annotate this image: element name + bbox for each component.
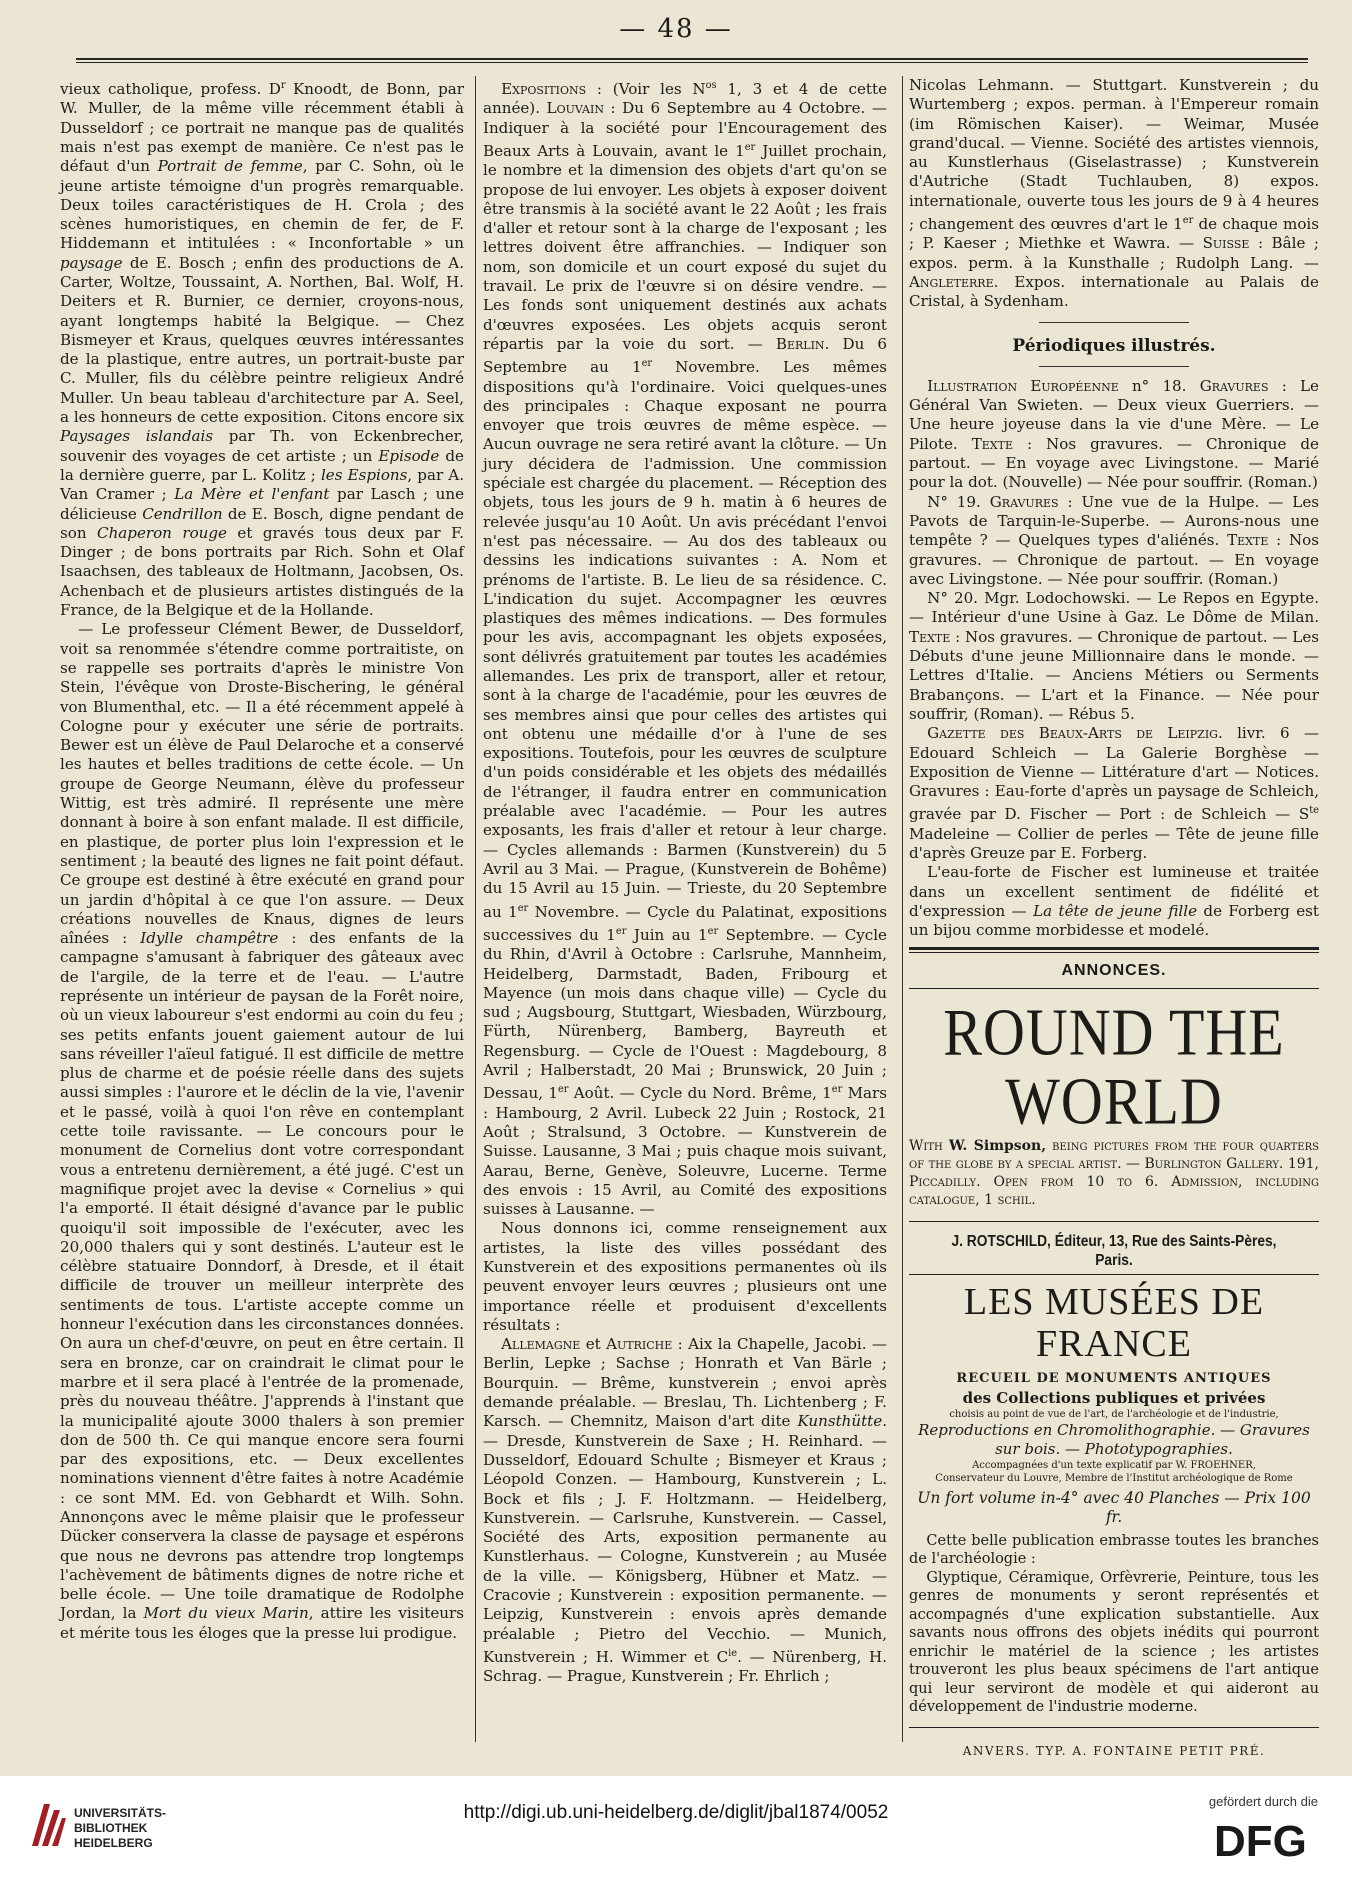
viewer-footer bbox=[0, 1776, 1352, 1880]
text-run: er bbox=[744, 141, 756, 153]
text-run: , par C. Sohn, où le jeune artiste témoigne d'un progrès remarquable. Deux toiles caractéristiques de H. Crola ; des scènes humoristiques, en chemin de fer, de F. Hiddemann et intitulées : « Inconfortable » un bbox=[60, 157, 464, 253]
top-rule-thin bbox=[76, 62, 1308, 63]
text-run: Mars : Hambourg, 2 Avril. Lubeck 22 Juin ; Rostock, 21 Août ; Stralsund, 3 Octobre. — Kunstverein de Suisse. Lausanne, 3 Mai ; puis chaque mois suivant, Aarau, Berne, Genève, Soleuvre, Lucerne. Terme des envois : 15 Avril, au Comité des expositions suisses à Lausanne. — bbox=[483, 1084, 887, 1219]
text-run: . — Dresde, Kunstverein de Saxe ; H. Reinhard. — Dusseldorf, Edouard Schulte ; Bismeyer et Kraus ; Léopold Conzen. — Hambourg, Kunstverein ; L. Bock et fils ; J. F. Holtzmann. — Heidelberg, Kunstverein. — Carlsruhe, Kunstverein. — Cassel, Société des Arts, exposition permanente au Kunstlerhaus. — Cologne, Kunstverein ; au Musée de la ville. — Königsberg, Hübner et Matz. — Cracovie ; Kunstverein : exposition permanente. — Leipzig, Kunstverein : envois après demande préalable ; Pietro del Vecchio. — Munich, Kunstverein ; H. Wimmer et C bbox=[483, 1412, 887, 1666]
text-run: er bbox=[615, 925, 627, 937]
section-rule bbox=[1039, 366, 1189, 367]
text-run: L'eau-forte de Fischer est lumineuse et traitée dans un excellent sentiment de fidélité et d'expression — bbox=[909, 863, 1319, 920]
text-run: Gravures bbox=[1199, 376, 1269, 395]
dfg-logo-icon bbox=[1212, 1816, 1322, 1865]
text-run: : Nos gravures. — Chronique de partout. — En voyage avec Livingstone. — Marié pour la dot. (Nouvelle) — Née pour souffrir. (Roman.) bbox=[909, 434, 1319, 492]
text-run: N° 19. bbox=[927, 492, 990, 511]
exhibition-list-continued bbox=[909, 76, 1319, 312]
text-run: Juin au 1 bbox=[626, 925, 708, 944]
section-rule bbox=[1039, 322, 1189, 323]
text-run: de Forberg est un bijou comme morbidesse et modelé. bbox=[909, 901, 1319, 940]
text-run: Kunsthütte bbox=[797, 1412, 883, 1431]
text-run: , par A. Van Cramer ; bbox=[60, 465, 464, 504]
ad-musees-desc-line: Glyptique, Céramique, Orfèvrerie, Peinture, tous les genres de monuments y seront représentés et accompagnés d'une explication substantielle. Aux savants nous offrons des objets inédits qui pourront enrichir le matériel de la science ; les artistes trouveront les plus beaux spécimens de l'art antique qui leur serviront de modèle et qui aideront au développement de l'industrie moderne. bbox=[909, 1569, 1319, 1716]
text-run: — Le professeur Clément Bewer, de Dusseldorf, voit sa renommée s'étendre comme portraitiste, on se rappelle ses portraits d'après le ministre Von Stein, l'évêque von Droste-Bischering, le général von Blumenthal, etc. — Il a été récemment appelé à Cologne pour y exécuter une série de portraits. Bewer est un élève de Paul Delaroche et a conservé les hautes et belles traditions de cette école. — Un groupe de George Neumann, élève du professeur Wittig, est très admiré. Il représente une mère donnant à boire à son enfant malade. Il est difficile, en plastique, de porter plus loin l'expression et le sentiment ; la beauté des lignes ne fait point défaut. Ce groupe est destiné à être exécuté en grand pour un jardin d'hôpital à ce que l'on assure. — Deux créations nouvelles de Knaus, dignes de leurs aînées : bbox=[60, 620, 464, 948]
text-run: vieux catholique, profess. D bbox=[60, 80, 281, 99]
paragraph bbox=[909, 493, 1319, 589]
text-run: de E. Bosch, digne pendant de son bbox=[60, 504, 464, 542]
text-run: Texte bbox=[1227, 531, 1269, 550]
text-run: : (Voir les N bbox=[586, 80, 706, 99]
permalink-url[interactable]: http://digi.ub.uni-heidelberg.de/diglit/jbal1874/0052 bbox=[463, 1802, 889, 1823]
paragraph bbox=[60, 76, 464, 620]
text-run: Nicolas Lehmann. — Stuttgart. Kunstverein ; du Wurtemberg ; expos. perman. à l'Empereur romain (im Römischen Kaiser). — Weimar, Musée grand'ducal. — Vienne. Société des artistes viennois, au Kunstlerhaus (Giselastrasse) ; Kunstverein d'Autriche (Stadt Tuchlauben, 8) expos. internationale, ouverte tous les jours de 9 à 4 heures ; changement des œuvres d'art le 1 bbox=[909, 76, 1319, 234]
text-run: . — Nürenberg, H. Schrag. — Prague, Kunstverein ; Fr. Ehrlich ; bbox=[483, 1647, 887, 1686]
text-run: Gazette des Beaux-Arts de Leipzig bbox=[927, 724, 1218, 743]
paragraph bbox=[483, 1335, 887, 1686]
text-run: paysage bbox=[60, 253, 123, 272]
funding-note: gefördert durch die bbox=[1208, 1794, 1318, 1809]
text-run: : Le Général Van Swieten. — Deux vieux Guerriers. — Une heure joyeuse dans la vie d'une Mère. — Le Pilote. bbox=[909, 376, 1319, 453]
text-run: Allemagne bbox=[501, 1335, 581, 1354]
text-run: er bbox=[557, 1084, 569, 1096]
paragraph bbox=[483, 76, 887, 1219]
ad-round-simpson: W. Simpson, bbox=[948, 1137, 1047, 1154]
imprint: ANVERS. TYP. A. FONTAINE PETIT PRÉ. bbox=[962, 1743, 1266, 1758]
ad-round-title: ROUND THE WORLD bbox=[943, 994, 1285, 1139]
ad-musees-title: LES MUSÉES DE FRANCE bbox=[963, 1281, 1265, 1366]
text-run: Août. — Cycle du Nord. Brême, 1 bbox=[568, 1084, 832, 1103]
ad-musees-desc-line: Cette belle publication embrasse toutes les branches de l'archéologie : bbox=[909, 1532, 1319, 1568]
ad-musees-reproductions: Reproductions en Chromolithographie. — Gravures sur bois. — Phototypographies. bbox=[918, 1421, 1310, 1459]
text-run: et gravés tous deux par F. Dinger ; de bons portraits par Rich. Sohn et Olaf Isaachsen, des tableaux de Holtmann, Jacobsen, Os. Achenbach et de plusieurs artistes distingués de la France, de la Belgique et de la Hollande. bbox=[60, 523, 465, 620]
text-run: Knoodt, de Bonn, par W. Muller, de la même ville récemment établi à Dusseldorf ; ce portrait ne manque pas de qualités mais n'est pas exempt de manière. Ce n'est pas le défaut d'un bbox=[60, 80, 464, 176]
text-run: de chaque mois ; P. Kaeser ; Miethke et Wawra. — bbox=[909, 215, 1319, 253]
text-run: Madeleine — Collier de perles — Tête de jeune fille d'après Greuze par E. Forberg. bbox=[909, 824, 1319, 863]
ad-musees-volume: Un fort volume in-4° avec 40 Planches — Prix 100 fr. bbox=[917, 1489, 1311, 1527]
text-run: Illustration Européenne bbox=[927, 376, 1119, 395]
text-run: Suisse bbox=[1202, 234, 1250, 253]
text-run: er bbox=[831, 1084, 843, 1096]
text-run: Autriche bbox=[606, 1335, 673, 1354]
ad-publisher: J. ROTSCHILD, Éditeur, 13, Rue des Saints-Pères, Paris. bbox=[951, 1232, 1277, 1270]
text-run: r bbox=[280, 80, 286, 91]
text-run: Cendrillon bbox=[142, 504, 223, 523]
text-run: er bbox=[641, 358, 653, 370]
paragraph bbox=[909, 863, 1319, 940]
text-run: Septembre. — Cycle du Rhin, d'Avril à Octobre : Carlsruhe, Mannheim, Heidelberg, Darmstadt, Baden, Fribourg et Mayence (un mois dans chaque ville) — Cycle du sud ; Augsbourg, Stuttgart, Wiesbaden, Würzbourg, Fürth, Nürenberg, Bamberg, Bayreuth et Regensburg. — Cycle de l'Ouest : Magdebourg, 8 Avril ; Halberstadt, 20 Mai ; Brunswick, 20 Juin ; Dessau, 1 bbox=[483, 925, 887, 1103]
ad-round-body: being pictures from the four quarters of the globe by a special artist. — Burlington Gallery. 191, Piccadilly. Open from 10 to 6. Admission, including catalogue, 1 schil. bbox=[909, 1137, 1319, 1208]
section-rule-thin bbox=[909, 1727, 1319, 1728]
text-run: ie bbox=[728, 1647, 738, 1659]
periodiques-list bbox=[909, 377, 1319, 941]
section-rule-thick bbox=[909, 947, 1319, 950]
text-run: er bbox=[1182, 215, 1194, 227]
library-name-line: BIBLIOTHEK bbox=[74, 1821, 148, 1835]
text-run: par Lasch ; une délicieuse bbox=[60, 485, 465, 523]
text-run: Nous donnons ici, comme renseignement aux artistes, la liste des villes possédant des Kunstverein et des expositions permanentes où ils peuvent envoyer leurs œuvres ; plusieurs ont une importance réelle et produisent d'excellents résultats : bbox=[483, 1219, 887, 1334]
section-rule-thin bbox=[909, 1221, 1319, 1222]
ad-round-text bbox=[909, 1137, 1319, 1209]
text-run: par Th. von Eckenbrecher, souvenir des voyages de cet artiste ; un bbox=[60, 427, 464, 465]
text-run: Novembre. Les mêmes dispositions qu'à l'ordinaire. Voici quelques-unes des principales : Chaque exposant ne pourra envoyer que trois œuvres de même espèce. — Aucun ouvrage ne sera retiré avant la clôture. — Un jury décidera de l'admission. Une commission spéciale est chargée du placement. — Réception des objets, tous les jours de 9 h. matin à 6 heures de relevée jusqu'au 10 Août. Un avis précédant l'envoi n'est pas nécessaire. — Au dos des tableaux ou dessins les indications suivantes : A. Nom et prénoms de l'artiste. B. Le lieu de sa résidence. C. L'indication du sujet. Accompagner les œuvres plastiques des mêmes indications. — Des formules pour les avis, accompagnant les objets exposées, sont délivrés gratuitement par toutes les académies allemandes. Les prix de transport, aller et retour, sont à la charge de l'académie, pour les œuvres de ses membres ainsi que pour celles des artistes qui ont obtenu une médaille d'or à l'une de ses expositions. Toutefois, pour les œuvres de sculpture d'un poids considérable et les objets des médaillés de l'étranger, il faudra entrer en communication préalable avec l'académie. — Pour les autres exposants, les frais d'aller et retour à leur charge. — Cycles allemands : Barmen (Kunstverein) du 5 Avril au 3 Mai. — Prague, (Kunstverein de Bohême) du 15 Avril au 15 Juin. — Trieste, du 20 Septembre au 1 bbox=[483, 358, 887, 921]
text-run: 1, 3 et 4 de cette année). bbox=[483, 80, 887, 118]
text-run: de E. Bosch ; enfin des productions de A. Carter, Woltze, Toussaint, A. Northen, Bal. Wolf, H. Deiters et R. Burnier, ce dernier, croyons-nous, ayant longtemps habité la Belgique. — Chez Bismeyer et Kraus, quelques œuvres intéressantes de la plastique, entre autres, un portrait-buste par C. Muller, fils du célèbre peintre religieux André Muller. Un beau tableau d'architecture par A. Seel, a les honneurs de cette exposition. Citons encore six bbox=[60, 253, 464, 427]
dfg-logo-text: DFG bbox=[1214, 1817, 1307, 1866]
column-middle bbox=[483, 76, 887, 1748]
paragraph bbox=[909, 76, 1319, 312]
text-run: : Du 6 Septembre au 4 Octobre. — Indiquer à la société pour l'Encouragement des Beaux Arts à Louvain, avant le 1 bbox=[483, 99, 887, 160]
ad-round-the-world bbox=[909, 994, 1319, 1209]
column-left bbox=[60, 76, 464, 1748]
text-run: Gravures bbox=[989, 492, 1059, 511]
column-divider bbox=[475, 76, 476, 1742]
library-name-line: UNIVERSITÄTS- bbox=[74, 1806, 167, 1820]
text-run: , attire les visiteurs et mérite tous les éloges que la presse lui prodigue. bbox=[60, 1604, 464, 1642]
column-divider bbox=[902, 76, 903, 1742]
text-run: N° 20. Mgr. Lodochowski. — Le Repos en Egypte. — Intérieur d'une Usine à Gaz. Le Dôme de Milan. bbox=[909, 589, 1319, 627]
annonces-heading: ANNONCES. bbox=[1061, 961, 1167, 979]
text-run: La Mère et l'enfant bbox=[174, 485, 330, 504]
periodiques-heading: Périodiques illustrés. bbox=[1012, 335, 1216, 356]
text-run: et bbox=[580, 1335, 607, 1354]
text-run: Idylle champêtre bbox=[140, 929, 279, 948]
top-rule bbox=[76, 58, 1308, 60]
text-run: Episode bbox=[378, 446, 440, 465]
text-run: : Nos gravures. — Chronique de partout. — En voyage avec Livingstone. — Née pour souffrir. (Roman.) bbox=[909, 531, 1319, 588]
text-run: Mort du vieux Marin bbox=[143, 1604, 309, 1623]
ad-musees-recueil: RECUEIL DE MONUMENTS ANTIQUES bbox=[956, 1371, 1272, 1387]
text-run: Angleterre bbox=[909, 273, 994, 291]
text-run: . livr. 6 — Edouard Schleich — La Galerie Borghèse — Exposition de Vienne — Littérature d'art — Notices. Gravures : Eau-forte d'après un paysage de Schleich, gravée par D. Fischer — Port : de Schleich — S bbox=[909, 724, 1319, 824]
text-run: : Nos gravures. — Chronique de partout. — Les Débuts d'une jeune Millionnaire dans le monde. — Lettres d'Italie. — Anciens Métiers ou Serments Brabançons. — L'art et la Finance. — Née pour souffrir, (Roman). — Rébus 5. bbox=[909, 627, 1319, 723]
text-run: Novembre. — Cycle du Palatinat, expositions successives du 1 bbox=[483, 902, 887, 944]
text-run: . Expos. internationale au Palais de Cristal, à Sydenham. bbox=[909, 273, 1319, 311]
ad-musees-description bbox=[909, 1532, 1319, 1717]
paragraph bbox=[483, 1219, 887, 1335]
text-run: te bbox=[1309, 805, 1319, 817]
text-run: Texte bbox=[909, 627, 951, 646]
text-run: La tête de jeune fille bbox=[1033, 901, 1197, 920]
ad-round-with: With bbox=[909, 1137, 943, 1154]
text-run: Portrait de femme bbox=[157, 157, 303, 176]
text-run: Texte bbox=[971, 434, 1013, 453]
text-run: er bbox=[517, 902, 529, 914]
paragraph bbox=[909, 589, 1319, 724]
paragraph bbox=[60, 620, 464, 1643]
text-run: os bbox=[705, 80, 717, 91]
section-rule-thin bbox=[909, 952, 1319, 953]
text-run: Juillet prochain, le nombre et la dimension des objets d'art qu'on se propose de lui envoyer. Les objets à exposer doivent être transmis à la société avant le 22 Août ; les frais d'aller et retour sont à la charge de l'exposant ; les lettres doivent être affranchies. — Indiquer son nom, son domicile et un court exposé du sujet du travail. Le prix de l'œuvre si on désire vendre. — Les fonds sont uniquement destinés aux achats d'œuvres exposées. Les objets acquis seront répartis par la voie du sort. — bbox=[483, 141, 887, 353]
text-run: Berlin bbox=[775, 334, 825, 353]
page-number: — 48 — bbox=[619, 14, 733, 44]
paragraph bbox=[909, 377, 1319, 493]
text-run: n° 18. bbox=[1118, 376, 1200, 395]
ad-musees-accompagnees: Accompagnées d'un texte explicatif par W. FROEHNER, bbox=[972, 1460, 1256, 1472]
text-run: de la dernière guerre, par L. Kolitz ; bbox=[60, 446, 464, 484]
text-run: Paysages islandais bbox=[60, 427, 214, 446]
text-run: les Espions bbox=[320, 465, 408, 484]
column-right bbox=[909, 76, 1320, 1758]
text-run: . Du 6 Septembre au 1 bbox=[483, 334, 887, 377]
text-run: Louvain bbox=[546, 99, 604, 118]
section-rule-thin bbox=[909, 1274, 1319, 1275]
text-run: er bbox=[707, 925, 719, 937]
text-run: : Aix la Chapelle, Jacobi. — Berlin, Lepke ; Sachse ; Honrath et Van Bärle ; Bourquin. — Brême, kunstverein ; envoi après demande préalable. — Breslau, Th. Lichtenberg ; F. Karsch. — Chemnitz, Maison d'art dite bbox=[483, 1335, 887, 1431]
text-run: : des enfants de la campagne s'amusant à fabriquer des gâteaux avec de l'argile, de la terre et de l'eau. — L'autre représente un intérieur de paysan de la Forêt noire, où un vieux laboureur s'est endormi au coin du feu ; ses petits enfants jouent gaiement autour de lui sans réveiller l'aïeul fatigué. Il est difficile de mettre plus de charme et de poésie réelle dans des sujets aussi simples : l'aurore et le déclin de la vie, l'avenir et le passé, voilà à quoi l'on rêve en contemplant cette toile ravissante. — Le concours pour le monument de Cornelius dont votre correspondant vous a entretenu dernièrement, a été jugé. C'est un magnifique projet avec la devise « Cornelius » qui l'a emporté. Il était désigné d'avance par le public quoiqu'il soit impossible de l'exécuter, avec les 20,000 thalers qui y sont destinés. L'auteur est le célèbre statuaire Donndorf, à Dresde, et il était difficile de trouver un meilleur interprète des sentiments de tous. L'artiste accepte comme un honneur l'exécution dans les circonstances données. On aura un chef-d'œuvre, on peut en être certain. Il sera en bronze, car on craindrait le climat pour le marbre et il sera placé à l'entrée de la promenade, près du nouveau théâtre. J'apprends à l'instant que la municipalité ajoute 3000 thalers à son premier don de 500 th. Ce qui manque encore sera fourni par des expositions, etc. — Deux excellentes nominations viennent d'être faites à notre Académie : ce sont MM. Ed. von Gebhardt et Wilh. Sohn. Annonçons avec le même plaisir que le professeur Dücker conservera la classe de paysage et espérons que nous ne devrons pas attendre trop longtemps l'achèvement de bâtiments dignes de notre riche et belle école. — Une toile dramatique de Rodolphe Jordan, la bbox=[60, 929, 464, 1623]
ad-musees-conservateur: Conservateur du Louvre, Membre de l'Institut archéologique de Rome bbox=[935, 1473, 1293, 1485]
library-name-line: HEIDELBERG bbox=[74, 1836, 153, 1850]
ad-musees-collections: des Collections publiques et privées bbox=[962, 1388, 1266, 1407]
paragraph bbox=[909, 724, 1319, 863]
section-rule-thin bbox=[909, 988, 1319, 989]
text-run: Chaperon rouge bbox=[97, 523, 227, 542]
ad-musees-choisis: choisis au point de vue de l'art, de l'archéologie et de l'industrie, bbox=[949, 1409, 1279, 1421]
text-run: Expositions bbox=[501, 80, 587, 99]
text-run: : Une vue de la Hulpe. — Les Pavots de Tarquin-le-Superbe. — Aurons-nous une tempête ? — Quelques types d'aliénés. bbox=[909, 492, 1320, 550]
text-run: : Bâle ; expos. perm. à la Kunsthalle ; Rudolph Lang. — bbox=[909, 234, 1319, 272]
